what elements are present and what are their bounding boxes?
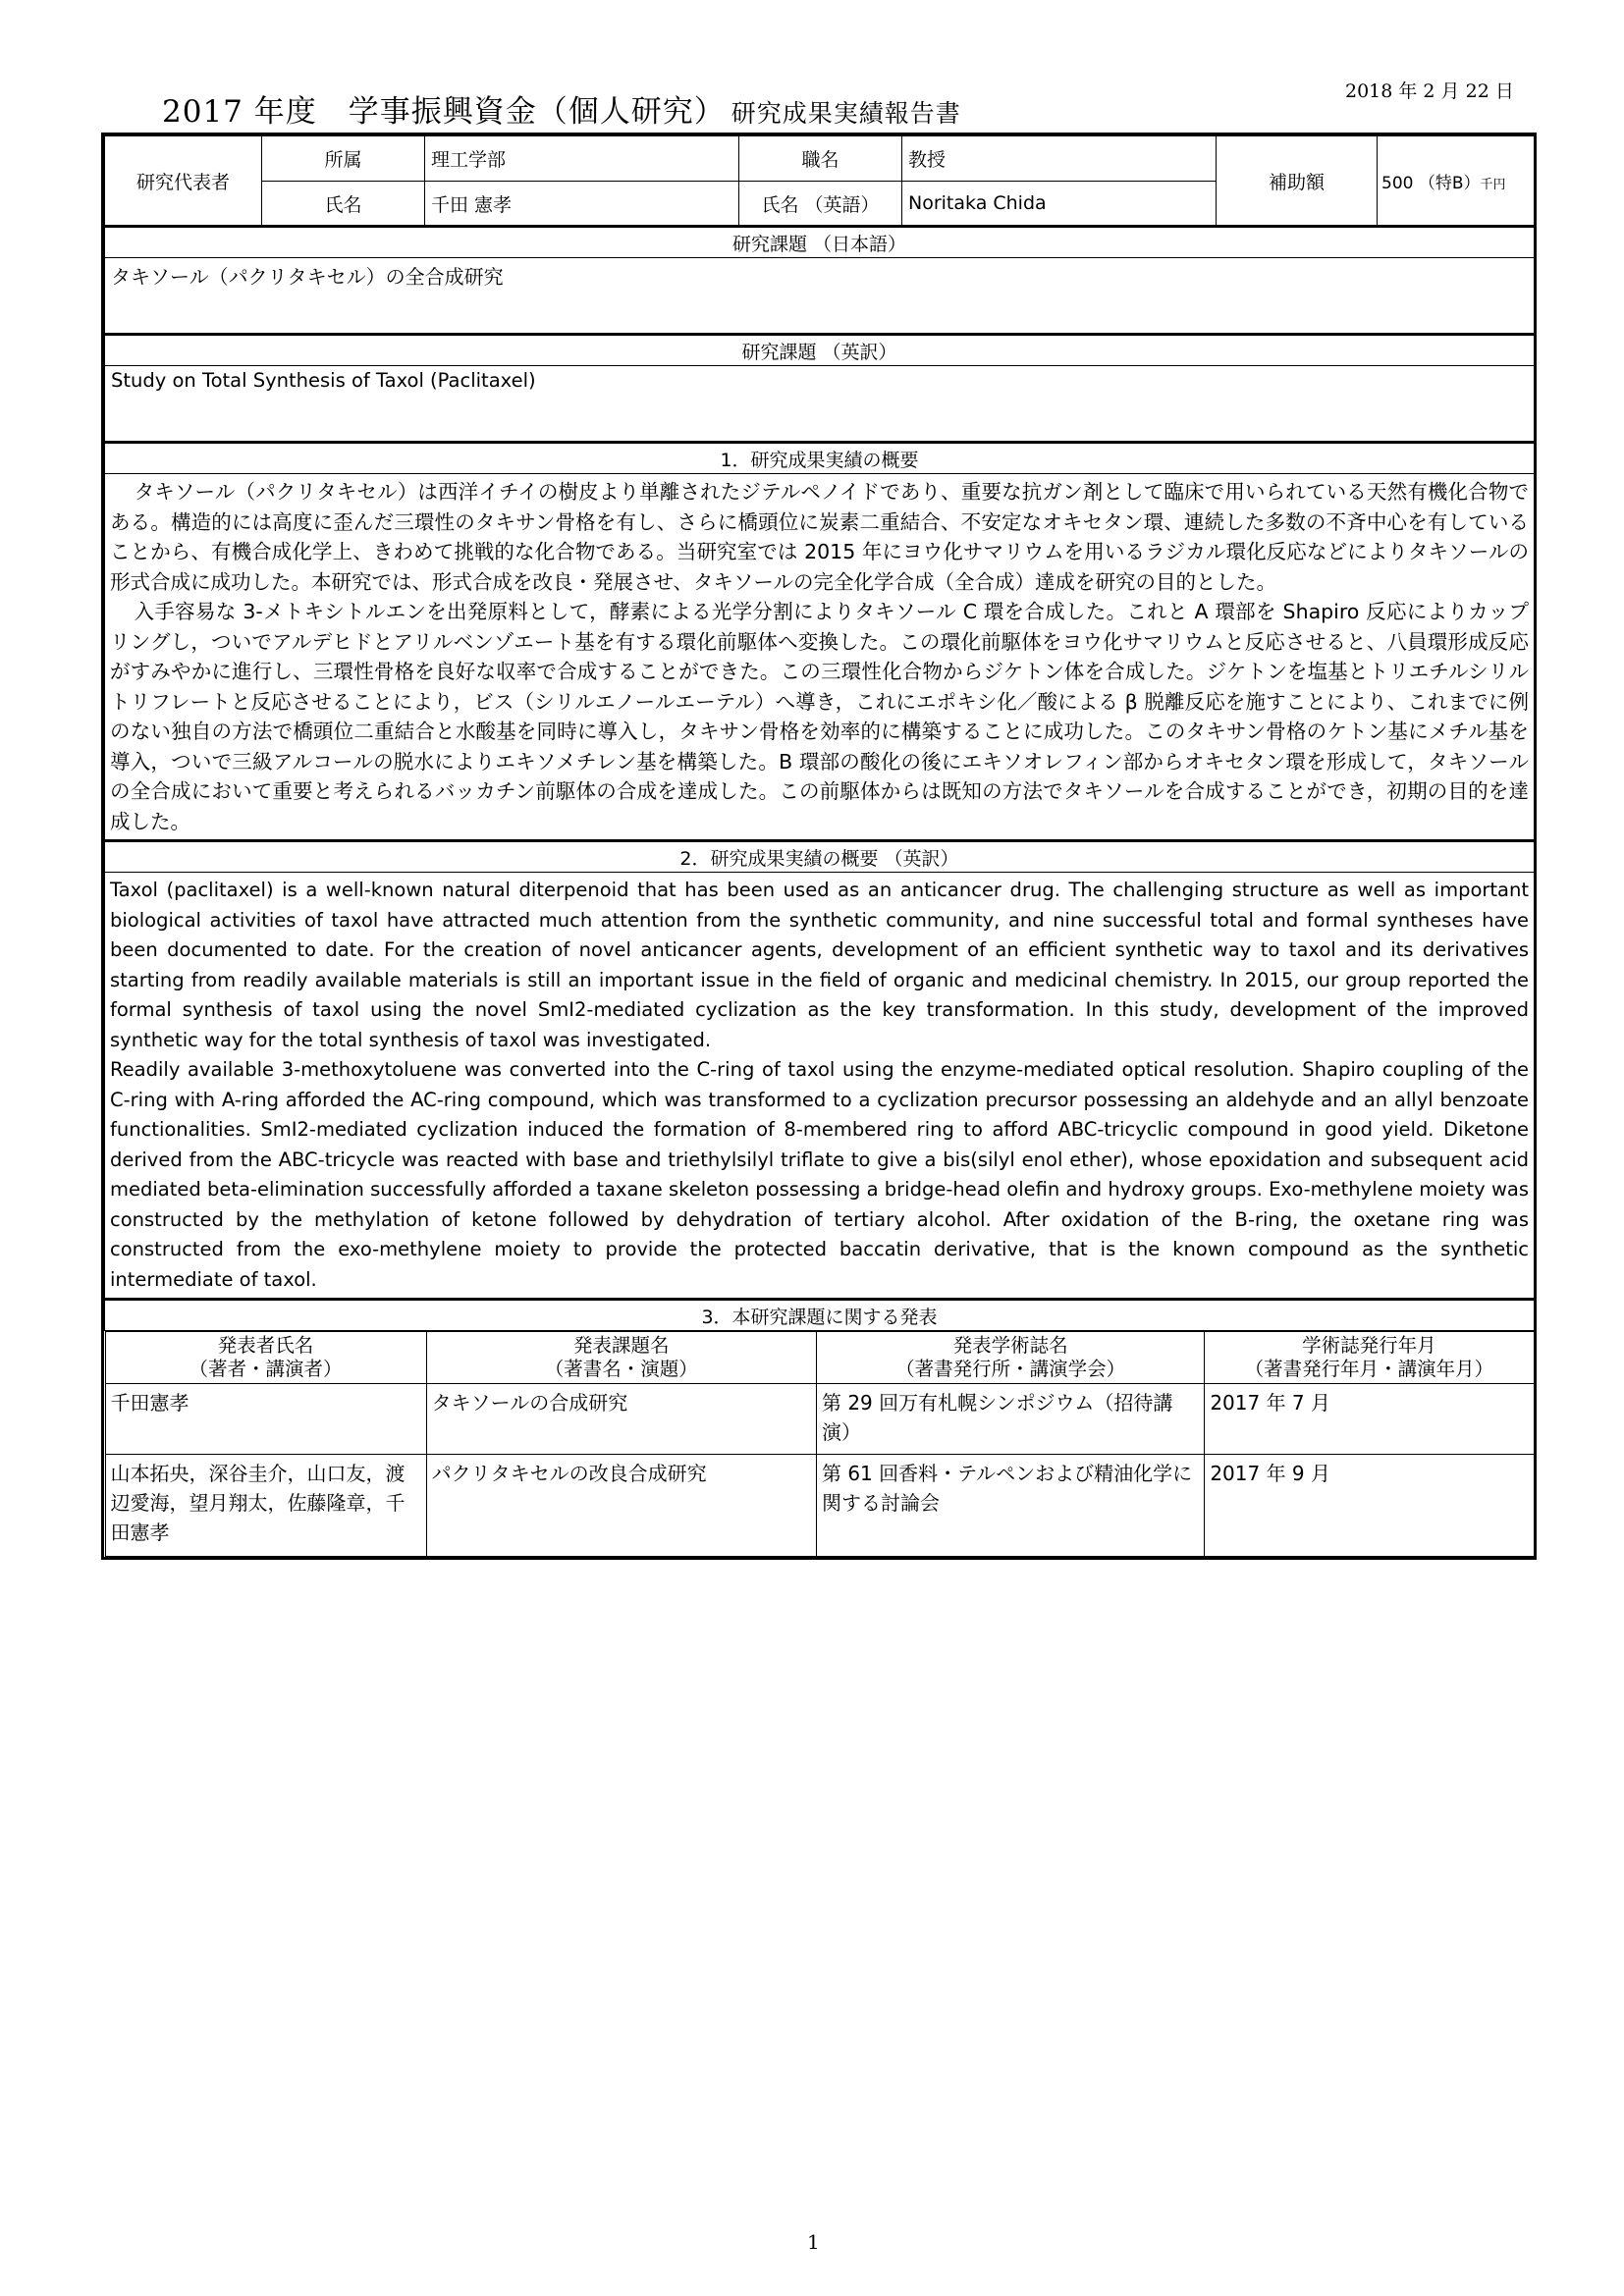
pub-title: パクリタキセルの改良合成研究 xyxy=(426,1455,816,1557)
position-label: 職名 xyxy=(739,136,902,182)
pub-date: 2017 年 7 月 xyxy=(1205,1384,1534,1455)
pub-date: 2017 年 9 月 xyxy=(1205,1455,1534,1557)
pub-col-subtitle: （著者・講演者） xyxy=(189,1358,343,1380)
summary-en-paragraph: Readily available 3-methoxytoluene was converted into the C-ring of taxol using the enzyme-mediated optical resolution. Shapiro coupling of the C-ring with A-ring afforded the AC-ring compound, which was transformed to a cyclization precursor possessing an aldehyde and an allyl benzoate functionalities. SmI2-mediated cyclization induced the formation of 8-membered ring to afford ABC-tricyclic compound in good yield. Diketone derived from the ABC-tricycle was reacted with base and triethylsilyl triflate to give a bis(silyl enol ether), whose epoxidation and subsequent acid mediated beta-elimination successfully afforded a taxane skeleton possessing a bridge-head olefin and hydroxy groups. Exo-methylene moiety was constructed by the methylation of ketone followed by dehydration of tertiary alcohol. After oxidation of the B-ring, the oxetane ring was constructed from the exo-methylene moiety to provide the protected baccatin derivative, that is the known compound as the synthetic intermediate of taxol. xyxy=(110,1058,1529,1291)
pub-authors: 山本拓央，深谷圭介，山口友，渡辺愛海，望月翔太，佐藤隆章，千田憲孝 xyxy=(105,1455,426,1557)
name-value: 千田 憲孝 xyxy=(425,182,739,227)
pub-col-subtitle: （著書発行所・講演学会） xyxy=(895,1358,1126,1380)
affiliation-value: 理工学部 xyxy=(425,136,739,182)
summary-en-paragraph: Taxol (paclitaxel) is a well-known natural diterpenoid that has been used as an anticancer drug. The challenging structure as well as important biological activities of taxol have attracted much attention from the synthetic community, and nine successful total and formal syntheses have been documented to date. For the creation of novel anticancer agents, development of an efficient synthetic way to taxol and its derivatives starting from readily available materials is still an important issue in the field of organic and medicinal chemistry. In 2015, our group reported the formal synthesis of taxol using the novel SmI2-mediated cyclization as the key transformation. In this study, development of the improved synthetic way for the total synthesis of taxol was investigated. xyxy=(110,879,1529,1051)
pub-col-title: 学術誌発行年月 xyxy=(1302,1334,1436,1357)
title-subtitle: 研究成果実績報告書 xyxy=(731,99,961,128)
pub-col-subtitle: （著書名・演題） xyxy=(544,1358,698,1380)
pub-col-title: 発表学術誌名 xyxy=(952,1334,1068,1357)
research-title-en: Study on Total Synthesis of Taxol (Paclitaxel) xyxy=(105,366,1535,443)
grant-label: 補助額 xyxy=(1217,136,1378,227)
pub-title: タキソールの合成研究 xyxy=(426,1384,816,1455)
research-title-ja: タキソール（パクリタキセル）の全合成研究 xyxy=(105,258,1535,335)
pub-col-title: 発表課題名 xyxy=(573,1334,670,1357)
summary-ja-paragraph: タキソール（パクリタキセル）は西洋イチイの樹皮より単離されたジテルペノイドであり、重要な抗ガン剤として臨床で用いられている天然有機化合物である。構造的には高度に歪んだ三環性のタキサン骨格を有し、さらに橋頭位に炭素二重結合、不安定なオキセタン環、連続した多数の不斉中心を有していることから、有機合成化学上、きわめて挑戦的な化合物である。当研究室では 2015 年にヨウ化サマリウムを用いるラジカル環化反応などによりタキソールの形式合成に成功した。本研究では、形式合成を改良・発展させ、タキソールの完全化学合成（全合成）達成を研究の目的とした。 xyxy=(110,480,1529,594)
research-title-ja-heading: 研究課題 （日本語） xyxy=(105,227,1535,258)
publications-heading: 3．本研究課題に関する発表 xyxy=(105,1300,1535,1331)
grant-amount: 500 （特B） xyxy=(1381,173,1481,193)
pub-authors: 千田憲孝 xyxy=(105,1384,426,1455)
pub-col-header xyxy=(426,1332,816,1384)
table-row xyxy=(105,1384,1534,1455)
summary-en-heading: 2．研究成果実績の概要 （英訳） xyxy=(105,841,1535,873)
pub-col-header xyxy=(816,1332,1204,1384)
summary-ja-paragraph: 入手容易な 3-メトキシトルエンを出発原料として，酵素による光学分割によりタキソール C 環を合成した。これと A 環部を Shapiro 反応によりカップリングし，ついでアルデヒドとアリルベンゾエート基を有する環化前駆体へ変換した。この環化前駆体をヨウ化サマリウムと反応させると、八員環形成反応がすみやかに進行し、三環性骨格を良好な収率で合成することができた。この三環性化合物からジケトン体を合成した。ジケトンを塩基とトリエチルシリルトリフレートと反応させることにより，ビス（シリルエノールエーテル）へ導き，これにエポキシ化／酸による β 脱離反応を施すことにより、これまでに例のない独自の方法で橋頭位二重結合と水酸基を同時に導入し，タキサン骨格を効率的に構築することに成功した。このタキサン骨格のケトン基にメチル基を導入，ついで三級アルコールの脱水によりエキソメチレン基を構築した。B 環部の酸化の後にエキソオレフィン部からオキセタン環を形成して，タキソールの全合成において重要と考えられるバッカチン前駆体の合成を達成した。この前駆体からは既知の方法でタキソールを合成することができ，初期の目的を達成した。 xyxy=(110,600,1529,833)
publications-table xyxy=(105,1331,1535,1557)
pub-venue: 第 29 回万有札幌シンポジウム（招待講演） xyxy=(816,1384,1204,1455)
report-form xyxy=(101,133,1537,1560)
pub-col-header xyxy=(105,1332,426,1384)
page-number: 1 xyxy=(807,2230,820,2254)
pub-col-title: 発表者氏名 xyxy=(217,1334,314,1357)
title-main: 2017 年度 学事振興資金（個人研究） xyxy=(162,94,726,130)
table-row xyxy=(105,1455,1534,1557)
name-label: 氏名 xyxy=(262,182,425,227)
research-title-en-heading: 研究課題 （英訳） xyxy=(105,335,1535,366)
pub-venue: 第 61 回香料・テルペンおよび精油化学に関する討論会 xyxy=(816,1455,1204,1557)
pub-col-subtitle: （著書発行年月・講演年月） xyxy=(1244,1358,1494,1380)
position-value: 教授 xyxy=(902,136,1217,182)
summary-en xyxy=(105,873,1535,1300)
grant-unit: 千円 xyxy=(1480,177,1506,192)
summary-ja xyxy=(105,474,1535,841)
report-table xyxy=(104,135,1535,1557)
page-title xyxy=(162,86,961,131)
summary-ja-heading: 1．研究成果実績の概要 xyxy=(105,443,1535,474)
report-date: 2018 年 2 月 22 日 xyxy=(1345,80,1514,102)
pub-col-header xyxy=(1205,1332,1534,1384)
name-en-label: 氏名 （英語） xyxy=(739,182,902,227)
publications xyxy=(105,1331,1535,1558)
affiliation-label: 所属 xyxy=(262,136,425,182)
name-en-value: Noritaka Chida xyxy=(902,182,1217,227)
grant-cell xyxy=(1378,136,1535,227)
representative-label: 研究代表者 xyxy=(105,136,262,227)
